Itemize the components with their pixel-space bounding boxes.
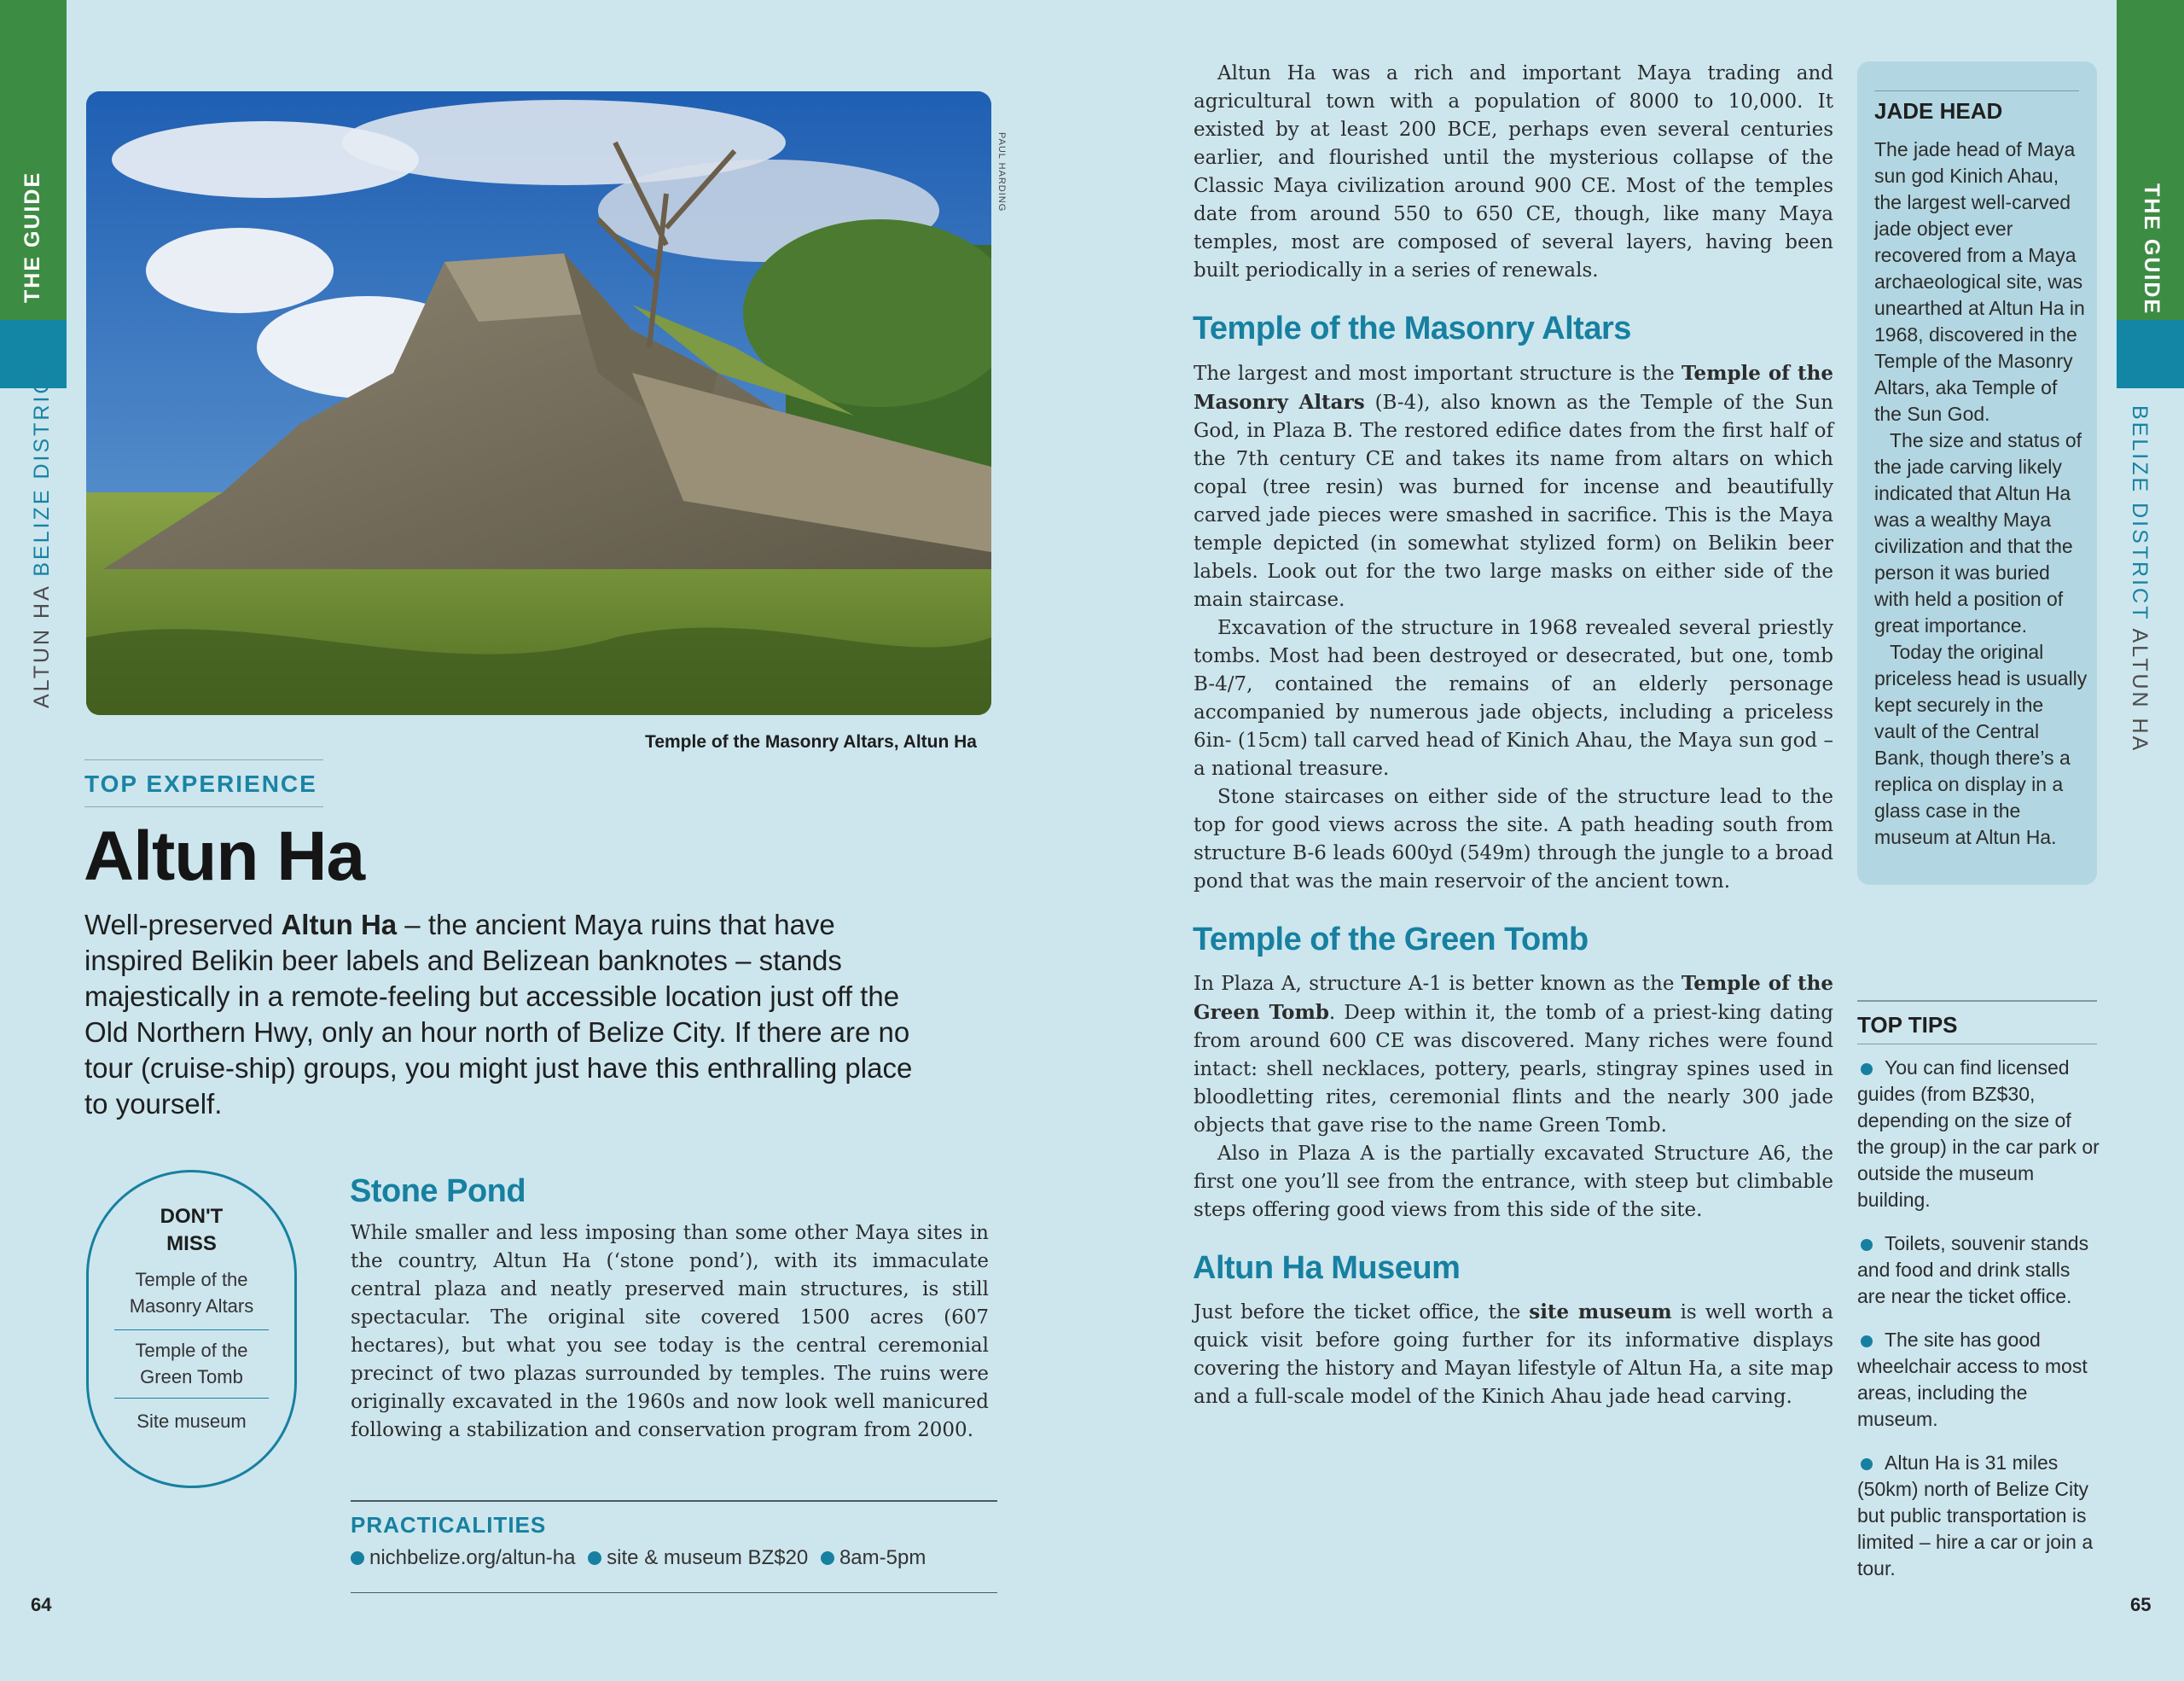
right-intro-text: Altun Ha was a rich and important Maya trading and agricultural town with a population of 8000 to 10,000. It existed by at least 200 BCE, perhaps even several centuries earlier, and flourished until the mysterious collapse of the Classic Maya civilization around 900 CE. Most of the temples date from around 550 to 650 CE, though, like many Maya temples, most are composed of several layers, having been built periodically in a series of renewals.	[1194, 62, 1833, 282]
bullet-icon	[1861, 1239, 1873, 1251]
temple-illustration	[86, 91, 991, 715]
practicalities-bottom-rule	[351, 1592, 997, 1593]
jade-head-p1: The jade head of Maya sun god Kinich Ahau, the largest well-carved jade object ever recovered from a Maya archaeological site, was unearthed at Altun Ha in 1968, discovered in the Temple of the Masonry Altars, aka Temple of the Sun God.	[1874, 138, 2085, 425]
intro-post: – the ancient Maya ruins that have inspired Belikin beer labels and Belizean banknotes – stands majestically in a remote-feeling but accessible location just off the Old Northern Hwy, only an hour north of Belize City. If there are no tour (cruise-ship) groups, you might just have this enthralling place to yourself.	[84, 909, 913, 1120]
top-tips-heading: TOP TIPS	[1857, 1000, 2097, 1044]
left-guide-tab	[0, 0, 67, 320]
green-tomb-heading: Temple of the Green Tomb	[1193, 922, 1589, 957]
green-tomb-p2: Also in Plaza A is the partially excavated Structure A6, the first one you’ll see from the entrance, with steep but climbable steps offering good views from this side of the site.	[1194, 1143, 1833, 1221]
masonry-heading: Temple of the Masonry Altars	[1193, 311, 1631, 346]
jade-head-p2: The size and status of the jade carving likely indicated that Altun Ha was a wealthy Maya civilization and that the person it was buried with held a position of great importance.	[1874, 429, 2082, 637]
dont-miss-divider	[114, 1398, 269, 1399]
museum-p1	[1194, 1298, 1833, 1411]
museum-p1-post: is well worth a quick visit before going further for its informative displays covering the history and Mayan lifestyle of Altun Ha, a site map and a full-scale model of the Kinich Ahau jade head carving.	[1194, 1301, 1833, 1408]
dont-miss-title	[89, 1203, 294, 1258]
left-side-label	[30, 360, 55, 708]
right-side-label	[2127, 405, 2152, 753]
masonry-p1-post: (B-4), also known as the Temple of the Sun God, in Plaza B. The restored edifice dates from the first half of the 7th century CE and takes its name from altars on which copal (tree resin) was burned for incense and beautifully carved jade pieces were smashed in sacrifice. This is the Maya temple depicted (in somewhat stylized form) on Belikin beer labels. Look out for the two large masks on either side of the main staircase.	[1194, 392, 1833, 611]
tip-text: Toilets, souvenir stands and food and drink stalls are near the ticket office.	[1857, 1232, 2089, 1307]
right-guide-tab	[2117, 0, 2184, 320]
intro-bold: Altun Ha	[281, 909, 398, 940]
green-tomb-p1-pre: In Plaza A, structure A-1 is better known as the	[1194, 973, 1682, 995]
dont-miss-item: Temple of the Masonry Altars	[129, 1269, 254, 1317]
practicalities-price: site & museum BZ$20	[607, 1546, 809, 1569]
bullet-icon	[1861, 1458, 1873, 1470]
right-location-label: ALTUN HA	[2128, 628, 2152, 753]
dont-miss-divider	[114, 1329, 269, 1330]
green-tomb-body	[1194, 969, 1833, 1224]
dont-miss-item: Site museum	[136, 1411, 247, 1432]
bullet-icon	[1861, 1335, 1873, 1347]
tip-item	[1857, 1327, 2100, 1433]
left-section-label: BELIZE DISTRICT	[30, 360, 54, 577]
masonry-p3: Stone staircases on either side of the structure lead to the top for good views across the site. A path heading south from structure B-6 leads 600yd (549m) through the jungle to a broad pond that was the main reservoir of the ancient town.	[1194, 786, 1833, 893]
masonry-p1-bold: Temple of the Masonry Altars	[1194, 362, 1833, 414]
practicalities-website[interactable]: nichbelize.org/altun-ha	[369, 1546, 576, 1569]
practicalities-hours: 8am-5pm	[839, 1546, 926, 1569]
jade-head-body	[1874, 137, 2088, 851]
green-tomb-p1-post: . Deep within it, the tomb of a priest-king dating from around 600 CE was discovered. Many riches were found intact: shell necklaces, pottery, pearls, stingray spines used in bloodletting rites, ceremonial flints and the nearly 300 jade objects that gave rise to the name Green Tomb.	[1194, 1002, 1833, 1137]
green-tomb-p1	[1194, 969, 1833, 1140]
intro-paragraph	[84, 907, 938, 1122]
right-guide-label: THE GUIDE	[2140, 183, 2164, 316]
practicalities-top-rule	[351, 1500, 997, 1502]
dont-miss-title-line1: DON'T	[160, 1205, 224, 1228]
masonry-body	[1194, 359, 1833, 896]
left-location-label: ALTUN HA	[30, 585, 54, 708]
tip-text: You can find licensed guides (from BZ$30, depending on the size of the group) in the car park or outside the museum building.	[1857, 1056, 2100, 1211]
stone-pond-heading: Stone Pond	[350, 1173, 526, 1209]
stone-pond-text: While smaller and less imposing than some other Maya sites in the country, Altun Ha (‘stone pond’), with its immaculate central plaza and neatly preserved main structures, is still spectacular. The original site covered 1500 acres (607 hectares), but what you see today is the central ceremonial precinct of two plazas surrounded by temples. The ruins were originally excavated in the 1960s and now look well manicured following a stabilization and conservation program from 2000.	[351, 1222, 989, 1441]
tip-item	[1857, 1055, 2100, 1213]
masonry-p1-pre: The largest and most important structure is the	[1194, 363, 1682, 385]
bullet-icon	[821, 1551, 834, 1565]
right-section-tab	[2117, 320, 2184, 388]
museum-body	[1194, 1298, 1833, 1411]
masonry-p1	[1194, 359, 1833, 614]
dont-miss-title-line2: MISS	[166, 1232, 217, 1255]
jade-head-sidebar	[1857, 61, 2097, 885]
intro-pre: Well-preserved	[84, 909, 282, 940]
tip-text: The site has good wheelchair access to most areas, including the museum.	[1857, 1329, 2088, 1430]
museum-heading: Altun Ha Museum	[1193, 1250, 1461, 1286]
bullet-icon	[351, 1551, 364, 1565]
museum-p1-bold: site museum	[1529, 1300, 1672, 1323]
page-number-right: 65	[2130, 1594, 2152, 1615]
tip-item	[1857, 1230, 2100, 1310]
museum-p1-pre: Just before the ticket office, the	[1194, 1301, 1530, 1323]
practicalities-list	[351, 1546, 926, 1570]
photo-credit: PAUL HARDING	[996, 132, 1007, 212]
tip-text: Altun Ha is 31 miles (50km) north of Belize City but public transportation is limited – hire a car or join a tour.	[1857, 1451, 2094, 1579]
left-guide-label: THE GUIDE	[20, 171, 44, 303]
photo-caption: Temple of the Masonry Altars, Altun Ha	[645, 732, 977, 752]
page-title: Altun Ha	[84, 817, 365, 895]
right-section-label: BELIZE DISTRICT	[2128, 405, 2152, 621]
tip-item	[1857, 1450, 2100, 1582]
masonry-p2: Excavation of the structure in 1968 revealed several priestly tombs. Most had been destroyed or desecrated, but one, tomb B-4/7, contained the remains of an elderly personage accompanied by numerous jade objects, including a priceless 6in- (15cm) tall carved head of Kinich Ahau, the Maya sun god – a national treasure.	[1194, 617, 1833, 780]
dont-miss-item: Temple of the Green Tomb	[135, 1340, 248, 1387]
bullet-icon	[588, 1551, 601, 1565]
jade-head-p3: Today the original priceless head is usually kept securely in the vault of the Central Bank, though there’s a replica on display in a glass case in the museum at Altun Ha.	[1874, 641, 2088, 848]
stone-pond-body	[351, 1219, 989, 1445]
green-tomb-p1-bold: Temple of the Green Tomb	[1194, 972, 1833, 1024]
right-intro	[1194, 60, 1833, 285]
jade-head-heading: JADE HEAD	[1874, 90, 2079, 125]
page-number-left: 64	[31, 1594, 52, 1615]
top-experience-kicker: TOP EXPERIENCE	[84, 759, 323, 807]
practicalities-heading: PRACTICALITIES	[351, 1512, 547, 1538]
temple-photo	[86, 91, 991, 715]
bullet-icon	[1861, 1063, 1873, 1075]
top-tips-list	[1857, 1055, 2100, 1599]
dont-miss-box	[86, 1170, 297, 1488]
